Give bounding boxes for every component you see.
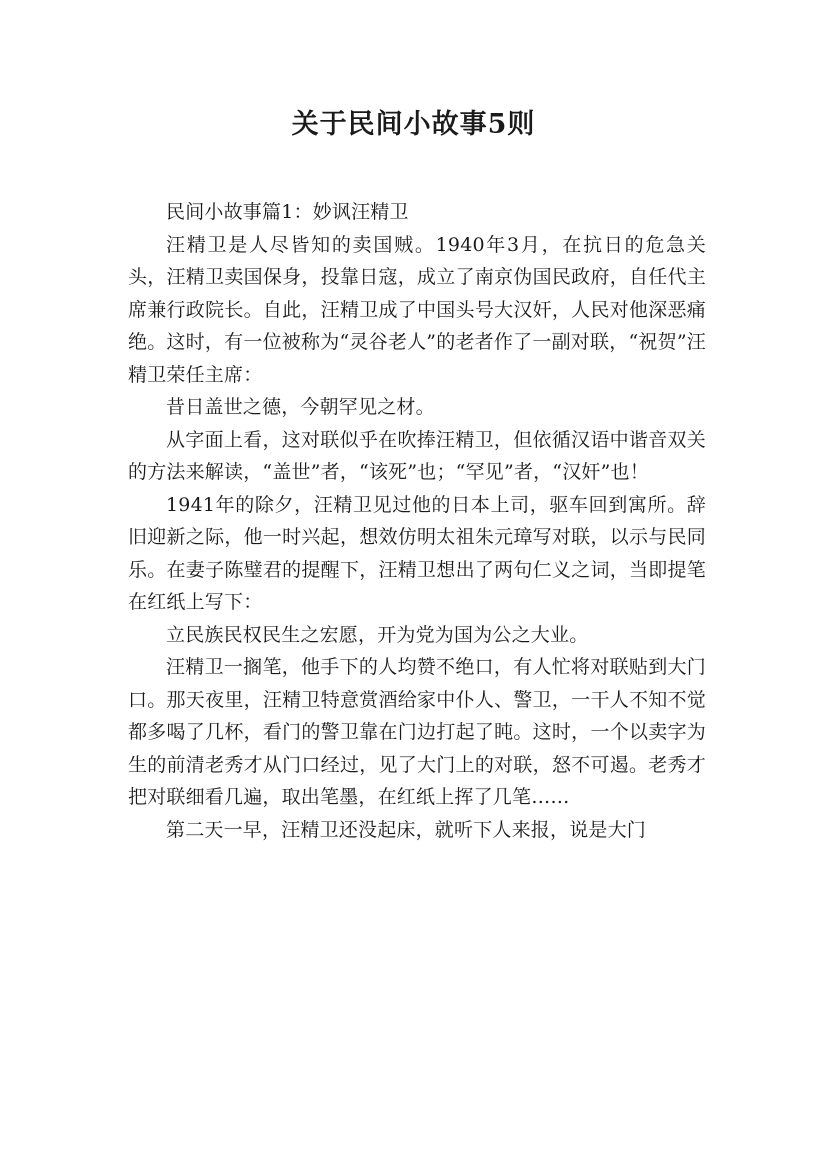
paragraph: 汪精卫一搁笔，他手下的人均赞不绝口，有人忙将对联贴到大门口。那天夜里，汪精卫特意赏酒给家中仆人、警卫，一干人不知不觉都多喝了几杯，看门的警卫靠在门边打起了盹。这时，一个以卖字为生的前清老秀才从门口经过，见了大门上的对联，怒不可遏。老秀才把对联细看几遍，取出笔墨，在红纸上挥了几笔…… (128, 656, 706, 808)
couplet-line: 昔日盖世之德，今朝罕见之材。 (166, 396, 435, 418)
paragraph: 从字面上看，这对联似乎在吹捧汪精卫，但依循汉语中谐音双关的方法来解读，“盖世”者，“该死”也；“罕见”者，“汉奸”也！ (128, 428, 706, 483)
couplet-line: 立民族民权民生之宏愿，开为党为国为公之大业。 (166, 623, 589, 646)
paragraph: 汪精卫是人尽皆知的卖国贼。1940年3月，在抗日的危急关头，汪精卫卖国保身，投靠日寇，成立了南京伪国民政府，自任代主席兼行政院长。自此，汪精卫成了中国头号大汉奸，人民对他深恶痛绝。这时，有一位被称为“灵谷老人”的老者作了一副对联，“祝贺”汪精卫荣任主席： (128, 233, 706, 386)
paragraph: 第二天一早，汪精卫还没起床，就听下人来报，说是大门 (166, 818, 647, 841)
document-body (128, 196, 706, 846)
paragraph: 1941年的除夕，汪精卫见过他的日本上司，驱车回到寓所。辞旧迎新之际，他一时兴起，想效仿明太祖朱元璋写对联，以示与民同乐。在妻子陈璧君的提醒下，汪精卫想出了两句仁义之词，当即提笔在红纸上写下： (128, 493, 706, 613)
section-heading: 民间小故事篇1：妙讽汪精卫 (166, 201, 409, 223)
document-title: 关于民间小故事5则 (291, 109, 536, 140)
